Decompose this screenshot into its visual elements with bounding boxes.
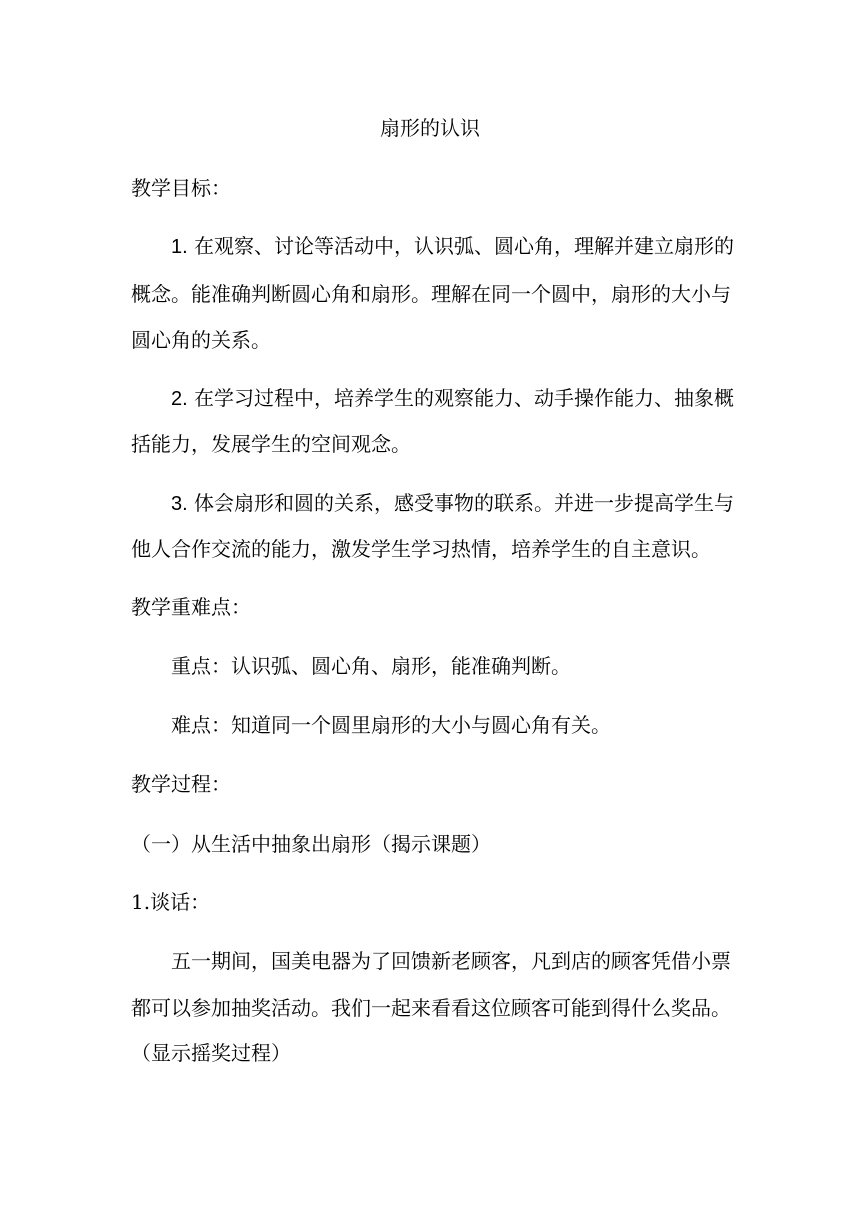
process-part-1: （一）从生活中抽象出扇形（揭示课题） bbox=[131, 832, 491, 856]
objective-2-number: 2. bbox=[171, 388, 188, 410]
objective-1-line-1 bbox=[171, 232, 771, 261]
objective-3-line-2: 他人合作交流的能力，激发学生学习热情，培养学生的自主意识。 bbox=[131, 537, 711, 561]
section-heading-key-points: 教学重难点： bbox=[131, 595, 251, 619]
key-point: 重点：认识弧、圆心角、扇形，能准确判断。 bbox=[171, 654, 571, 678]
paragraph-line-1: 五一期间，国美电器为了回馈新老顾客，凡到店的顾客凭借小票 bbox=[171, 949, 731, 973]
step-1: 1.谈话： bbox=[131, 890, 211, 914]
objective-1-line-2: 概念。能准确判断圆心角和扇形。理解在同一个圆中，扇形的大小与 bbox=[131, 282, 731, 306]
objective-3-text: 体会扇形和圆的关系，感受事物的联系。并进一步提高学生与 bbox=[194, 491, 735, 515]
objective-2-text: 在学习过程中，培养学生的观察能力、动手操作能力、抽象概 bbox=[194, 386, 735, 410]
paragraph-line-3: （显示摇奖过程） bbox=[131, 1041, 291, 1065]
objective-2-line-1 bbox=[171, 384, 771, 413]
objective-1-number: 1. bbox=[171, 236, 188, 258]
objective-3-number: 3. bbox=[171, 493, 188, 515]
section-heading-process: 教学过程： bbox=[131, 772, 231, 796]
difficult-point: 难点：知道同一个圆里扇形的大小与圆心角有关。 bbox=[171, 713, 611, 737]
objective-3-line-1 bbox=[171, 489, 771, 518]
section-heading-objectives: 教学目标： bbox=[131, 176, 231, 200]
document-title: 扇形的认识 bbox=[380, 116, 480, 140]
objective-2-line-2: 括能力，发展学生的空间观念。 bbox=[131, 432, 411, 456]
objective-1-line-3: 圆心角的关系。 bbox=[131, 328, 271, 352]
paragraph-line-2: 都可以参加抽奖活动。我们一起来看看这位顾客可能到得什么奖品。 bbox=[131, 996, 731, 1020]
objective-1-text: 在观察、讨论等活动中，认识弧、圆心角，理解并建立扇形的 bbox=[194, 234, 735, 258]
